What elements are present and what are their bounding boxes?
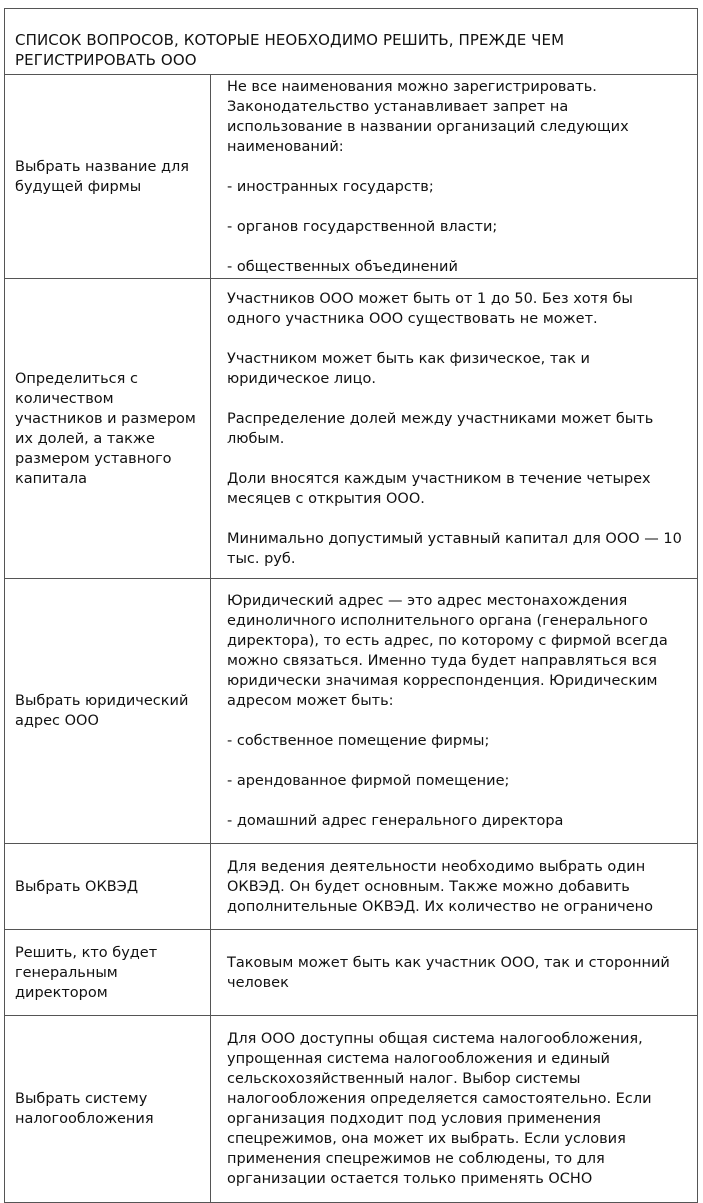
answer-paragraph: Участников ООО может быть от 1 до 50. Без хотя бы одного участника ООО существовать не может. (227, 290, 633, 327)
answer-paragraph: - арендованное фирмой помещение; (227, 773, 510, 789)
row-question (5, 844, 211, 929)
registration-checklist-table (4, 8, 698, 1203)
answer-paragraph: Юридический адрес — это адрес местонахождения единоличного исполнительного органа (генерального директора), то есть адрес, по которому с фирмой всегда можно связаться. Именно туда будет направляться вся юридически значимая корреспонденция. Юридическим адресом может быть: (227, 593, 668, 709)
table-row (5, 930, 697, 1016)
table-row (5, 579, 697, 844)
row-answer (211, 930, 697, 1015)
table-title: СПИСОК ВОПРОСОВ, КОТОРЫЕ НЕОБХОДИМО РЕШИТЬ, ПРЕЖДЕ ЧЕМ РЕГИСТРИРОВАТЬ ООО (5, 9, 697, 75)
answer-paragraph: Таковым может быть как участник ООО, так и сторонний человек (227, 954, 670, 991)
row-question (5, 930, 211, 1015)
row-question (5, 579, 211, 843)
row-question-text: Выбрать систему налогообложения (15, 1091, 154, 1127)
row-question (5, 1016, 211, 1202)
row-question-text: Решить, кто будет генеральным директором (15, 944, 158, 1001)
row-question-text: Определиться с количеством участников и размером их долей, а также размером уставного капитала (15, 370, 196, 487)
row-answer (211, 279, 697, 578)
table-row (5, 75, 697, 279)
row-question-text: Выбрать название для будущей фирмы (15, 158, 189, 195)
table-row (5, 1016, 697, 1202)
row-question (5, 75, 211, 278)
answer-paragraph: - иностранных государств; (227, 178, 434, 195)
answer-paragraph: - домашний адрес генерального директора (227, 813, 564, 829)
row-question (5, 279, 211, 578)
answer-paragraph: - общественных объединений (227, 258, 458, 275)
answer-paragraph: Для ведения деятельности необходимо выбрать один ОКВЭД. Он будет основным. Также можно добавить дополнительные ОКВЭД. Их количество не ограничено (227, 858, 654, 915)
row-answer (211, 1016, 697, 1202)
answer-paragraph: - органов государственной власти; (227, 218, 498, 235)
answer-paragraph: Распределение долей между участниками может быть любым. (227, 410, 654, 447)
row-question-text: Выбрать ОКВЭД (15, 878, 139, 895)
table-row (5, 844, 697, 930)
answer-paragraph: Участником может быть как физическое, так и юридическое лицо. (227, 350, 590, 387)
answer-paragraph: Минимально допустимый уставный капитал для ООО — 10 тыс. руб. (227, 530, 682, 567)
row-answer (211, 844, 697, 929)
row-question-text: Выбрать юридический адрес ООО (15, 693, 189, 729)
row-answer (211, 75, 697, 278)
answer-paragraph: Не все наименования можно зарегистрировать. Законодательство устанавливает запрет на использование в названии организаций следующих наименований: (227, 78, 629, 155)
answer-paragraph: - собственное помещение фирмы; (227, 733, 490, 749)
row-answer (211, 579, 697, 843)
answer-paragraph: Для ООО доступны общая система налогообложения, упрощенная система налогообложения и единый сельскохозяйственный налог. Выбор системы налогообложения определяется самостоятельно. Если организация подходит под условия применения спецрежимов, она может их выбрать. Если условия применения спецрежимов не соблюдены, то для организации остается только применять ОСНО (227, 1031, 652, 1187)
table-row (5, 279, 697, 579)
answer-paragraph: Доли вносятся каждым участником в течение четырех месяцев с открытия ООО. (227, 470, 651, 507)
